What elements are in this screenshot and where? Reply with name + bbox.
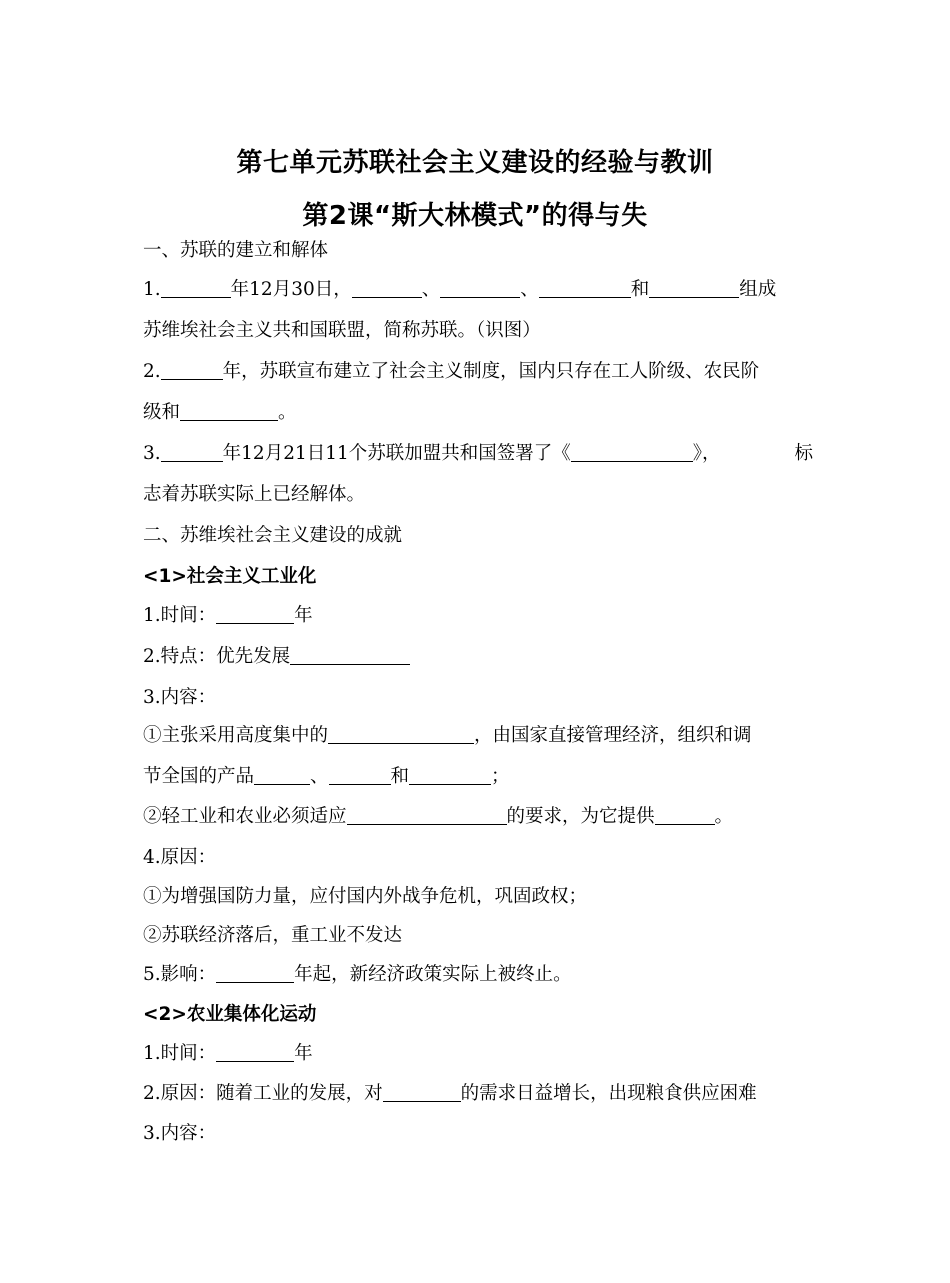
collectivization-content-label: 3.内容：: [143, 1123, 217, 1144]
section-heading-1: 一、苏联的建立和解体: [143, 240, 329, 261]
question-text: 年，苏联宣布建立了社会主义制度，国内只存在工人阶级、农民阶: [222, 361, 760, 382]
blank-field[interactable]: [329, 764, 391, 785]
section-heading-2: 二、苏维埃社会主义建设的成就: [143, 525, 403, 546]
question-text: 2.特点：优先发展: [143, 646, 291, 667]
blank-field[interactable]: [216, 962, 294, 983]
question-number: 3.: [143, 443, 161, 464]
blank-field[interactable]: [328, 723, 474, 744]
subsection-heading-industrialization: <1>社会主义工业化: [143, 566, 317, 587]
industrialization-content-label: 3.内容：: [143, 687, 217, 708]
industrialization-impact: [143, 961, 813, 989]
question-text: 级和: [143, 402, 181, 423]
question-text: ；: [491, 766, 510, 787]
question-text: 年: [294, 1043, 313, 1064]
blank-field[interactable]: [290, 644, 410, 665]
question-number: 2.: [143, 361, 161, 382]
question-text: 1.时间：: [143, 605, 217, 626]
question-3-main: [143, 440, 721, 468]
question-number: 1.: [143, 279, 161, 300]
blank-field[interactable]: [216, 603, 294, 624]
question-text: 1.时间：: [143, 1043, 217, 1064]
question-3: [143, 440, 813, 468]
blank-field[interactable]: [161, 277, 231, 298]
question-text: 》，: [692, 443, 721, 464]
question-text: 和: [390, 766, 410, 787]
industrialization-content-1-continued: [143, 763, 813, 791]
question-2: [143, 358, 813, 386]
industrialization-feature: [143, 643, 813, 671]
question-1-continued: 苏维埃社会主义共和国联盟，简称苏联。（识图）: [143, 320, 541, 341]
question-text: ，由国家直接管理经济，组织和调: [474, 725, 752, 746]
lesson-subtitle: 第2课“斯大林模式”的得与失: [302, 201, 648, 231]
question-text: 、: [520, 279, 539, 300]
question-text: 、: [310, 766, 329, 787]
subsection-heading-collectivization: <2>农业集体化运动: [143, 1004, 317, 1025]
question-text: 年12月21日11个苏联加盟共和国签署了《: [222, 443, 571, 464]
industrialization-reason-1: ①为增强国防力量，应付国内外战争危机，巩固政权；: [143, 886, 588, 907]
question-text: 年12月30日，: [230, 279, 352, 300]
blank-field[interactable]: [352, 277, 422, 298]
industrialization-reason-2: ②苏联经济落后，重工业不发达: [143, 925, 403, 946]
question-text: 的需求日益增长，出现粮食供应困难: [460, 1083, 757, 1104]
blank-field[interactable]: [254, 764, 310, 785]
question-text: 。: [278, 402, 297, 423]
industrialization-time: [143, 602, 813, 630]
question-text: 和: [630, 279, 650, 300]
blank-field[interactable]: [180, 400, 278, 421]
industrialization-content-1: [143, 722, 813, 750]
question-text: 。: [714, 806, 734, 827]
industrialization-reason-label: 4.原因：: [143, 847, 217, 868]
collectivization-reason: [143, 1080, 813, 1108]
question-2-continued: [143, 399, 813, 427]
question-1: [143, 276, 813, 304]
blank-field[interactable]: [655, 804, 715, 825]
question-text: 节全国的产品: [143, 766, 255, 787]
question-text: 年起，新经济政策实际上被终止。: [294, 964, 572, 985]
question-text: ①主张采用高度集中的: [143, 725, 329, 746]
question-text: 2.原因：随着工业的发展，对: [143, 1083, 383, 1104]
blank-field[interactable]: [161, 441, 223, 462]
blank-field[interactable]: [409, 764, 491, 785]
question-text: 的要求，为它提供: [506, 806, 655, 827]
blank-field[interactable]: [539, 277, 631, 298]
blank-field[interactable]: [649, 277, 739, 298]
question-text: 组成: [739, 279, 777, 300]
question-text: ②轻工业和农业必须适应: [143, 806, 347, 827]
question-text: 5.影响：: [143, 964, 217, 985]
blank-field[interactable]: [571, 441, 693, 462]
blank-field[interactable]: [161, 359, 223, 380]
blank-field[interactable]: [383, 1081, 461, 1102]
blank-field[interactable]: [440, 277, 520, 298]
question-text: 年: [294, 605, 313, 626]
page-title: 第七单元苏联社会主义建设的经验与教训: [236, 148, 714, 178]
collectivization-time: [143, 1040, 813, 1068]
industrialization-content-2: [143, 803, 813, 831]
question-3-continued: 志着苏联实际上已经解体。: [143, 484, 366, 505]
question-text: 标: [794, 443, 813, 464]
blank-field[interactable]: [347, 804, 507, 825]
blank-field[interactable]: [216, 1041, 294, 1062]
question-text: 、: [421, 279, 441, 300]
